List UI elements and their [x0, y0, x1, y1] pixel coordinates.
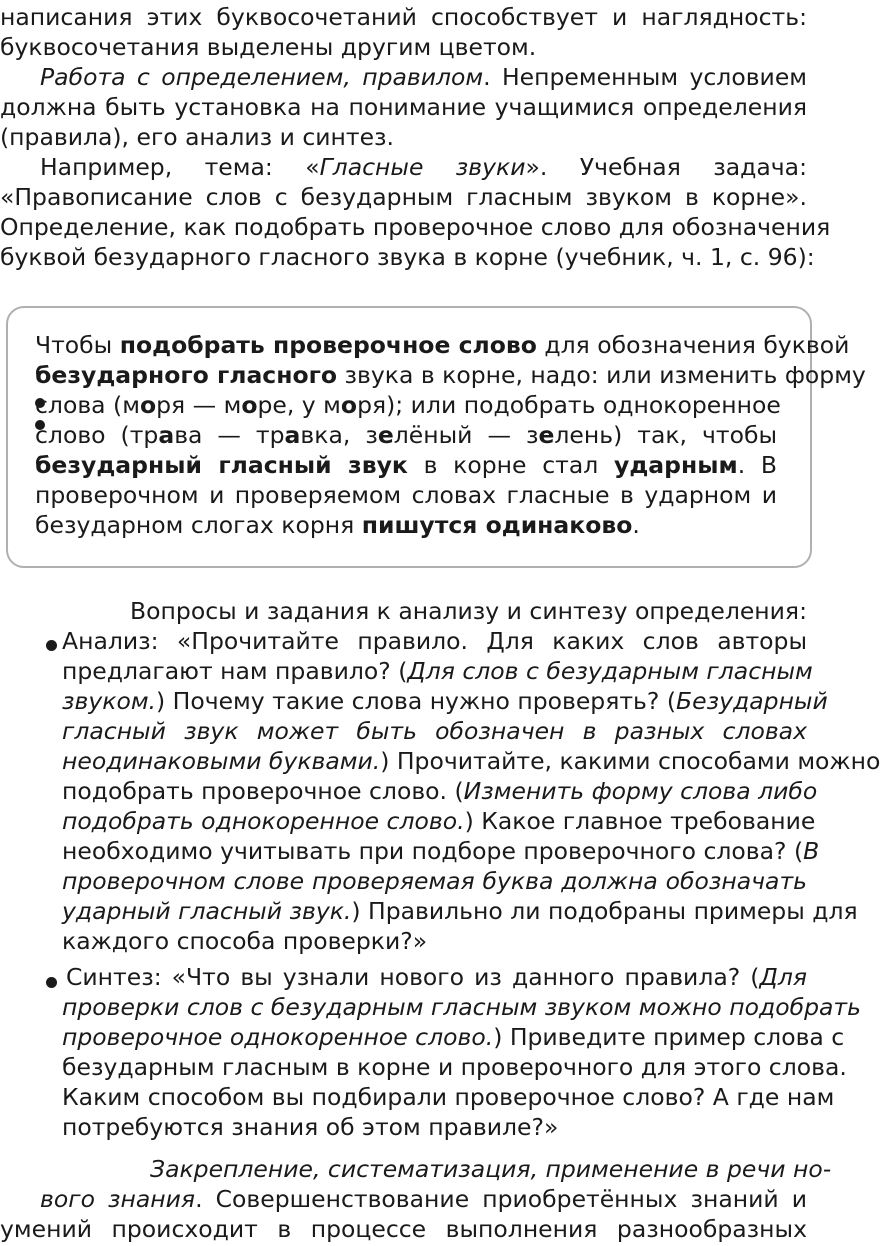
text-run: необходимо учитывать при подборе проверочного слова? (: [62, 837, 804, 865]
text-run: ) Какое главное требование: [464, 807, 816, 835]
italic-run: проверки слов с безударным гласным звуком можно подобрать: [62, 993, 861, 1021]
bold-run: о: [241, 391, 258, 419]
text-run: ре, у м: [257, 391, 341, 419]
text-run: ) Приведите пример слова с: [493, 1023, 845, 1051]
italic-run: вого знания: [40, 1185, 196, 1213]
text-line: [40, 152, 807, 182]
text-line: [62, 806, 816, 836]
italic-run: Для слов с безударным гласным: [407, 657, 813, 685]
rule-line: [35, 450, 777, 480]
text-run: ря — м: [156, 391, 242, 419]
rule-line: [35, 330, 850, 360]
text-run: Анализ: «Прочитайте правило. Для каких слов авторы: [62, 627, 807, 655]
text-line: [0, 212, 831, 242]
text-run: ) Правильно ли подобраны примеры для: [351, 897, 858, 925]
bold-run: ударным: [614, 451, 738, 479]
text-run: безударным гласным в корне и проверочного для этого слова.: [62, 1053, 847, 1081]
italic-run: звуком.: [62, 687, 157, 715]
text-line: [62, 626, 807, 656]
text-line: [62, 926, 807, 956]
text-run: . Непременным условием: [483, 63, 808, 91]
text-line: [0, 1214, 807, 1244]
text-run: Чтобы: [35, 331, 120, 359]
bold-run: е: [377, 421, 394, 449]
italic-run: проверочное однокоренное слово.: [62, 1023, 494, 1051]
text-line: [0, 2, 807, 32]
bold-run: пишутся одинаково: [361, 511, 633, 539]
text-run: буквой безударного гласного звука в корне (учебник, ч. 1, с. 96):: [0, 243, 815, 271]
bold-run: а: [158, 421, 175, 449]
text-line: [62, 1022, 845, 1052]
text-run: слова (м: [35, 391, 140, 419]
text-run: ва — тр: [174, 421, 285, 449]
text-line: [0, 92, 807, 122]
text-line: [62, 1082, 835, 1112]
text-run: Вопросы и задания к анализу и синтезу определения:: [130, 597, 807, 625]
rule-box: [6, 306, 866, 568]
italic-run: Для: [759, 963, 807, 991]
text-line: [62, 1112, 807, 1142]
text-run: для обозначения буквой: [536, 331, 850, 359]
text-run: Каким способом вы подбирали проверочное слово? А где нам: [62, 1083, 835, 1111]
italic-run: подобрать однокоренное слово.: [62, 807, 465, 835]
text-run: «Правописание слов с безударным гласным звуком в корне».: [0, 183, 807, 211]
text-line: [0, 32, 807, 62]
text-run: каждого способа проверки?»: [62, 927, 428, 955]
text-run: ) Прочитайте, какими способами можно: [380, 747, 880, 775]
text-run: буквосочетания выделены другим цветом.: [0, 33, 537, 61]
bold-run: е: [538, 421, 555, 449]
text-line: [0, 182, 807, 212]
text-run: Определение, как подобрать проверочное слово для обозначения: [0, 213, 831, 241]
bold-run: подобрать проверочное слово: [119, 331, 537, 359]
rule-line: [35, 480, 777, 510]
text-run: . Совершенствование приобретённых знаний и: [195, 1185, 807, 1213]
text-run: ) Почему такие слова нужно проверять? (: [156, 687, 677, 715]
text-line: [66, 962, 807, 992]
text-run: Например, тема: «: [40, 153, 320, 181]
text-line: [62, 716, 807, 746]
italic-run: гласный звук может быть обозначен в разных словах: [62, 717, 807, 745]
text-run: ря); или подобрать однокоренное: [357, 391, 781, 419]
rule-line: [35, 390, 781, 420]
text-run: потребуются знания об этом правиле?»: [62, 1113, 559, 1141]
text-run: написания этих буквосочетаний способствует и наглядность:: [0, 3, 807, 31]
bold-run: безударного гласного: [35, 361, 338, 389]
text-run: в корне стал: [407, 451, 614, 479]
text-run: . В: [737, 451, 778, 479]
text-run: ». Учебная задача:: [525, 153, 807, 181]
text-line: [62, 866, 807, 896]
text-line: [0, 122, 807, 152]
text-run: .: [632, 511, 640, 539]
text-run: лень) так, чтобы: [554, 421, 778, 449]
rule-line: [35, 510, 777, 540]
rule-line: [35, 360, 866, 390]
italic-run: Гласные звуки: [319, 153, 526, 181]
text-run: проверочном и проверяемом словах гласные в ударном и: [35, 481, 777, 509]
text-run: безударном слогах корня: [35, 511, 362, 539]
text-line: [150, 1154, 832, 1184]
text-run: (правила), его анализ и синтез.: [0, 123, 394, 151]
text-line: [62, 836, 820, 866]
rule-line: [35, 420, 777, 450]
section-heading: [0, 596, 807, 626]
italic-run: В: [803, 837, 820, 865]
bold-run: о: [139, 391, 157, 419]
bullet-icon: [46, 640, 57, 651]
text-run: предлагают нам правило? (: [62, 657, 408, 685]
text-run: вка, з: [300, 421, 378, 449]
italic-run: Изменить форму слова либо: [463, 777, 818, 805]
text-run: должна быть установка на понимание учащимися определения: [0, 93, 807, 121]
text-line: [40, 62, 807, 92]
italic-run: проверочном слове проверяемая буква должна обозначать: [62, 867, 807, 895]
bold-run: о: [340, 391, 358, 419]
text-run: звука в корне, надо: или изменить форму: [337, 361, 866, 389]
text-line: [62, 746, 880, 776]
italic-run: Закрепление, систематизация, применение в речи но-: [150, 1155, 832, 1183]
bullet-icon: [46, 977, 57, 988]
text-line: [62, 686, 828, 716]
bold-run: а: [284, 421, 301, 449]
italic-run: неодинаковыми буквами.: [62, 747, 381, 775]
text-run: слово (тр: [35, 421, 159, 449]
text-line: [62, 896, 858, 926]
italic-run: Работа с определением, правилом: [40, 63, 484, 91]
italic-run: ударный гласный звук.: [62, 897, 352, 925]
text-run: подобрать проверочное слово. (: [62, 777, 464, 805]
text-run: лёный — з: [393, 421, 539, 449]
text-line: [62, 1052, 847, 1082]
bold-run: безударный гласный звук: [35, 451, 408, 479]
text-run: Синтез: «Что вы узнали нового из данного правила? (: [66, 963, 760, 991]
text-line: [40, 1184, 807, 1214]
text-line: [62, 656, 813, 686]
text-line: [0, 242, 815, 272]
text-line: [62, 776, 818, 806]
text-line: [62, 992, 861, 1022]
italic-run: Безударный: [676, 687, 828, 715]
text-run: умений происходит в процессе выполнения разнообразных: [0, 1215, 807, 1243]
